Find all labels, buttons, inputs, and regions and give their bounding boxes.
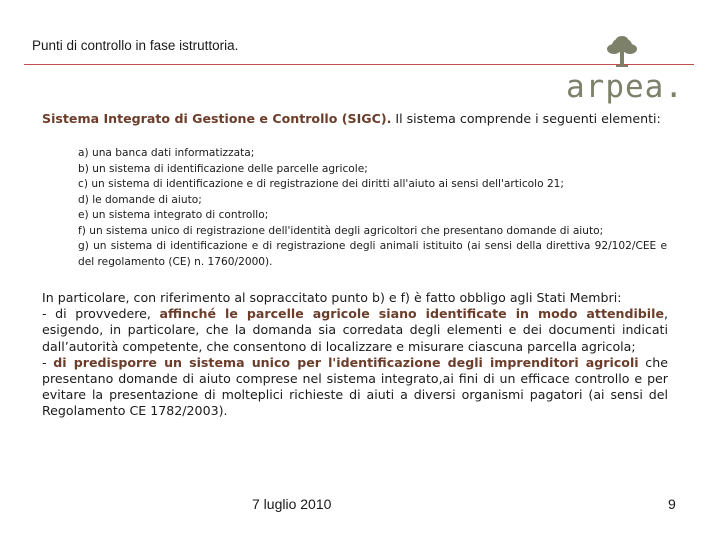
list-item: e) un sistema integrato di controllo;	[78, 209, 269, 221]
obligation-parcels	[42, 306, 668, 355]
obligation-farmers-rest: che presentano domande di aiuto comprese nel sistema integrato,ai fini di un efficace controllo e per evitare la presentazione di molteplici richieste di aiuti a diversi organismi pagatori (ai sensi del Regolamento CE 1782/2003).	[42, 354, 668, 419]
elements-list	[78, 146, 667, 270]
tree-icon	[560, 34, 680, 74]
logo-dot: .	[664, 69, 684, 105]
list-item: c) un sistema di identificazione e di registrazione dei diritti all'aiuto ai sensi dell'articolo 21;	[78, 178, 564, 190]
obligations-intro: In particolare, con riferimento al sopraccitato punto b) e f) è fatto obbligo agli Stati Membri:	[42, 290, 622, 305]
page-number: 9	[668, 496, 676, 512]
list-item: a) una banca dati informatizzata;	[78, 147, 255, 159]
obligation-parcels-rest: , esigendo, in particolare, che la domanda sia corredata degli elementi e dei documenti indicati dall’autorità competente, che consentono di localizzare e misurare ciascuna parcella agricola;	[42, 306, 669, 354]
intro-bold: Sistema Integrato di Gestione e Controllo (SIGC).	[42, 111, 392, 126]
slide-title: Punti di controllo in fase istruttoria.	[32, 38, 239, 53]
list-item: d) le domande di aiuto;	[78, 193, 202, 206]
obligation-farmers	[42, 355, 668, 420]
obligation-parcels-prefix: - di provvedere,	[42, 306, 160, 322]
intro-paragraph	[42, 110, 668, 127]
list-item: g) un sistema di identificazione e di registrazione degli animali istituito (ai sensi della direttiva 92/102/CEE e del regolamento (CE) n. 1760/2000).	[78, 240, 667, 268]
list-item: b) un sistema di identificazione delle parcelle agricole;	[78, 162, 368, 175]
intro-rest: Il sistema comprende i seguenti elementi:	[391, 111, 661, 126]
list-item: f) un sistema unico di registrazione dell'identità degli agricoltori che presentano domande di aiuto;	[78, 224, 604, 237]
obligation-farmers-prefix: -	[42, 354, 54, 370]
obligation-farmers-bold: di predisporre un sistema unico per l'identificazione degli imprenditori agricoli	[53, 354, 639, 370]
obligation-parcels-bold: affinché le parcelle agricole siano identificate in modo attendibile	[159, 306, 664, 322]
arpea-logo	[560, 34, 684, 110]
logo-wordmark: arpea	[566, 69, 665, 105]
obligations-paragraph	[42, 290, 668, 420]
footer-date: 7 luglio 2010	[252, 496, 332, 512]
